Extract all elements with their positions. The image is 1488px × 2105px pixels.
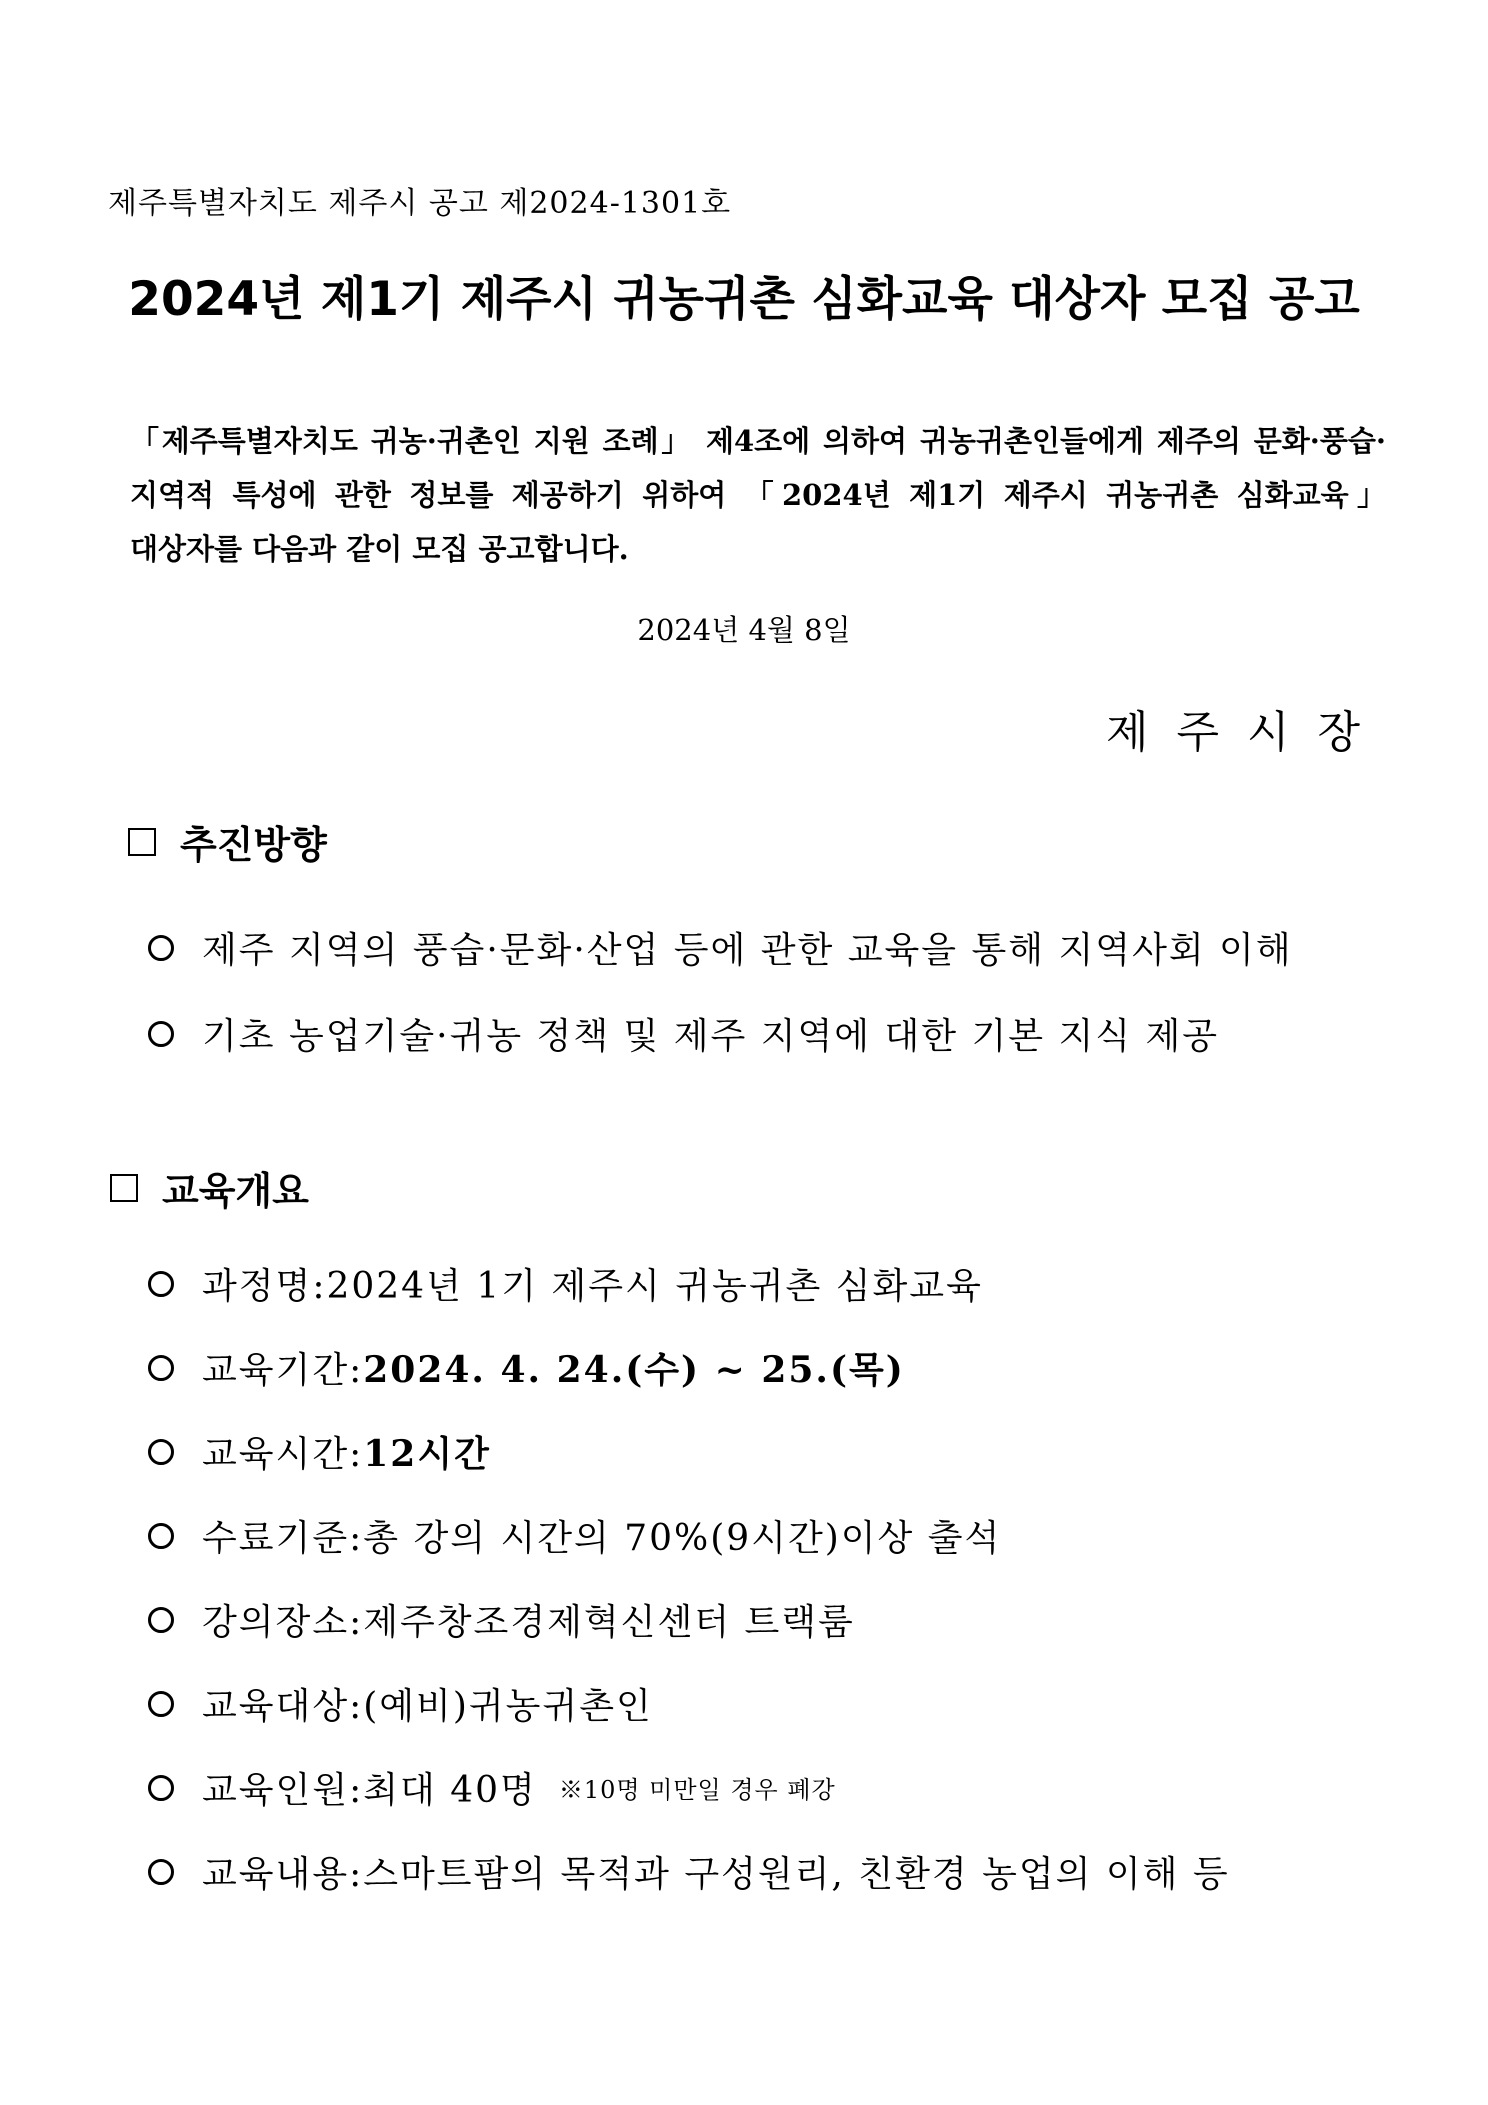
section-heading-label: 교육개요 bbox=[162, 1169, 309, 1213]
list-item bbox=[148, 922, 1293, 973]
section-heading-label: 추진방향 bbox=[180, 823, 327, 867]
circle-bullet-icon bbox=[148, 935, 174, 961]
item-value: 스마트팜의 목적과 구성원리, 친환경 농업의 이해 등 bbox=[363, 1854, 1230, 1895]
item-label: 교육인원: bbox=[202, 1770, 364, 1811]
circle-bullet-icon bbox=[148, 1523, 174, 1549]
item-value: 2024년 1기 제주시 귀농귀촌 심화교육 bbox=[326, 1266, 983, 1307]
circle-bullet-icon bbox=[148, 1021, 174, 1047]
item-label: 수료기준: bbox=[202, 1518, 364, 1559]
item-value: (예비)귀농귀촌인 bbox=[363, 1686, 653, 1727]
item-value: 총 강의 시간의 70%(9시간)이상 출석 bbox=[363, 1518, 1002, 1559]
section-heading-overview bbox=[110, 1160, 309, 1215]
item-note: ※10명 미만일 경우 폐강 bbox=[558, 1776, 836, 1804]
circle-bullet-icon bbox=[148, 1691, 174, 1717]
signer: 제주시장 bbox=[1105, 707, 1388, 758]
list-item-venue bbox=[148, 1594, 855, 1645]
list-item-text: 제주 지역의 풍습·문화·산업 등에 관한 교육을 통해 지역사회 이해 bbox=[202, 930, 1293, 971]
circle-bullet-icon bbox=[148, 1775, 174, 1801]
item-value: 2024. 4. 24.(수) ~ 25.(목) bbox=[363, 1349, 905, 1391]
section-heading-direction bbox=[128, 814, 327, 869]
list-item-course-name bbox=[148, 1258, 983, 1309]
item-label: 강의장소: bbox=[202, 1602, 364, 1643]
circle-bullet-icon bbox=[148, 1271, 174, 1297]
list-item-target bbox=[148, 1678, 653, 1729]
checkbox-icon bbox=[128, 828, 156, 856]
item-label: 교육시간: bbox=[202, 1434, 364, 1475]
item-value: 최대 40명 bbox=[363, 1770, 537, 1811]
item-value: 12시간 bbox=[363, 1433, 491, 1475]
list-item-capacity bbox=[148, 1762, 836, 1813]
item-label: 과정명: bbox=[202, 1266, 327, 1307]
list-item-hours bbox=[148, 1426, 491, 1477]
page-title: 2024년 제1기 제주시 귀농귀촌 심화교육 대상자 모집 공고 bbox=[128, 272, 1360, 327]
item-label: 교육기간: bbox=[202, 1350, 364, 1391]
circle-bullet-icon bbox=[148, 1439, 174, 1465]
intro-paragraph: 「제주특별자치도 귀농·귀촌인 지원 조례」 제4조에 의하여 귀농귀촌인들에게 제주의 문화·풍습·지역적 특성에 관한 정보를 제공하기 위하여 「2024년 제1기 제주시 귀농귀촌 심화교육」 대상자를 다음과 같이 모집 공고합니다. bbox=[130, 424, 1386, 566]
list-item-period bbox=[148, 1342, 905, 1393]
list-item bbox=[148, 1008, 1219, 1059]
item-label: 교육대상: bbox=[202, 1686, 364, 1727]
circle-bullet-icon bbox=[148, 1607, 174, 1633]
list-item-content bbox=[148, 1846, 1230, 1897]
notice-date: 2024년 4월 8일 bbox=[637, 613, 851, 647]
list-item-completion bbox=[148, 1510, 1001, 1561]
item-value: 제주창조경제혁신센터 트랙룸 bbox=[363, 1602, 855, 1643]
item-label: 교육내용: bbox=[202, 1854, 364, 1895]
circle-bullet-icon bbox=[148, 1859, 174, 1885]
notice-number: 제주특별자치도 제주시 공고 제2024-1301호 bbox=[108, 186, 732, 221]
checkbox-icon bbox=[110, 1174, 138, 1202]
list-item-text: 기초 농업기술·귀농 정책 및 제주 지역에 대한 기본 지식 제공 bbox=[202, 1016, 1220, 1057]
circle-bullet-icon bbox=[148, 1355, 174, 1381]
